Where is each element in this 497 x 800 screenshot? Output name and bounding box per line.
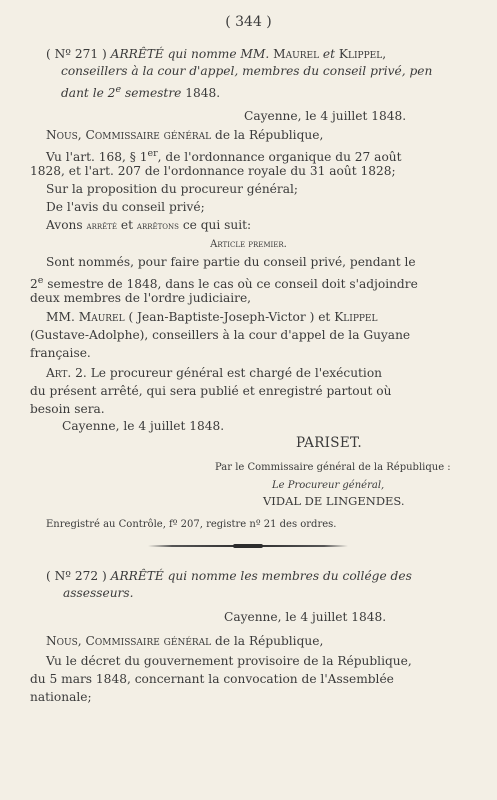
- section-divider: [148, 545, 348, 547]
- decree-1-vu-line-2: 1828, et l'art. 207 de l'ordonnance royale du 31 août 1828;: [30, 164, 396, 178]
- decree-1-number: ( Nº 271 ): [46, 47, 107, 61]
- registration-note: Enregistré au Contrôle, fº 207, registre nº 21 des ordres.: [46, 519, 337, 530]
- le-procureur-general: Le Procureur général,: [272, 480, 385, 491]
- article-premier-heading: Article premier.: [210, 239, 287, 250]
- decree-2-vu-line-1: Vu le décret du gouvernement provisoire de la République,: [46, 654, 412, 668]
- decree-2-nous: Nous, Commissaire général de la République,: [46, 634, 324, 648]
- nominees-line-3: française.: [30, 346, 91, 360]
- signature-pariset: PARISET.: [296, 435, 362, 451]
- par-le-commissaire: Par le Commissaire général de la République :: [215, 462, 451, 473]
- decree-1-heading-line-1: ( Nº 271 ) ARRÊTÉ qui nomme MM. Maurel et Klippel,: [46, 47, 387, 61]
- nominees-line-1: MM. Maurel ( Jean-Baptiste-Joseph-Victor ) et Klippel: [46, 310, 378, 324]
- nominees-line-2: (Gustave-Adolphe), conseillers à la cour d'appel de la Guyane: [30, 328, 411, 342]
- decree-1-arrete: ARRÊTÉ: [110, 47, 164, 61]
- decree-2-heading-line-2: assesseurs.: [63, 586, 134, 600]
- decree-1-heading-line-2: conseillers à la cour d'appel, membres du conseil privé, pen: [61, 64, 433, 78]
- decree-1-avons: Avons arrêté et arrêtons ce qui suit:: [46, 218, 252, 232]
- decree-1-sur: Sur la proposition du procureur général;: [46, 182, 298, 196]
- closing-date: Cayenne, le 4 juillet 1848.: [62, 419, 225, 433]
- article-1-line-1: Sont nommés, pour faire partie du conseil privé, pendant le: [46, 255, 416, 269]
- decree-2-vu-line-2: du 5 mars 1848, concernant la convocation de l'Assemblée: [30, 672, 394, 686]
- page-number: ( 344 ): [225, 14, 272, 30]
- article-2-line-1: Art. 2. Le procureur général est chargé de l'exécution: [46, 366, 383, 380]
- decree-2-dateline: Cayenne, le 4 juillet 1848.: [224, 610, 387, 624]
- decree-2-number: ( Nº 272 ): [46, 569, 107, 583]
- article-2-line-2: du présent arrêté, qui sera publié et enregistré partout où: [30, 384, 392, 398]
- decree-1-heading-line-3: dant le 2e semestre 1848.: [61, 84, 221, 101]
- signature-vidal: VIDAL DE LINGENDES.: [263, 494, 405, 508]
- article-2-line-3: besoin sera.: [30, 402, 105, 416]
- decree-1-avis: De l'avis du conseil privé;: [46, 200, 205, 214]
- decree-1-dateline: Cayenne, le 4 juillet 1848.: [244, 109, 407, 123]
- decree-1-vu-line-1: Vu l'art. 168, § 1er, de l'ordonnance organique du 27 août: [46, 148, 402, 165]
- decree-2-vu-line-3: nationale;: [30, 690, 92, 704]
- article-1-line-2: 2e semestre de 1848, dans le cas où ce conseil doit s'adjoindre: [30, 275, 418, 292]
- article-1-line-3: deux membres de l'ordre judiciaire,: [30, 291, 252, 305]
- decree-2-heading-line-1: ( Nº 272 ) ARRÊTÉ qui nomme les membres du collége des: [46, 569, 412, 583]
- decree-1-nous: Nous, Commissaire général de la République,: [46, 128, 324, 142]
